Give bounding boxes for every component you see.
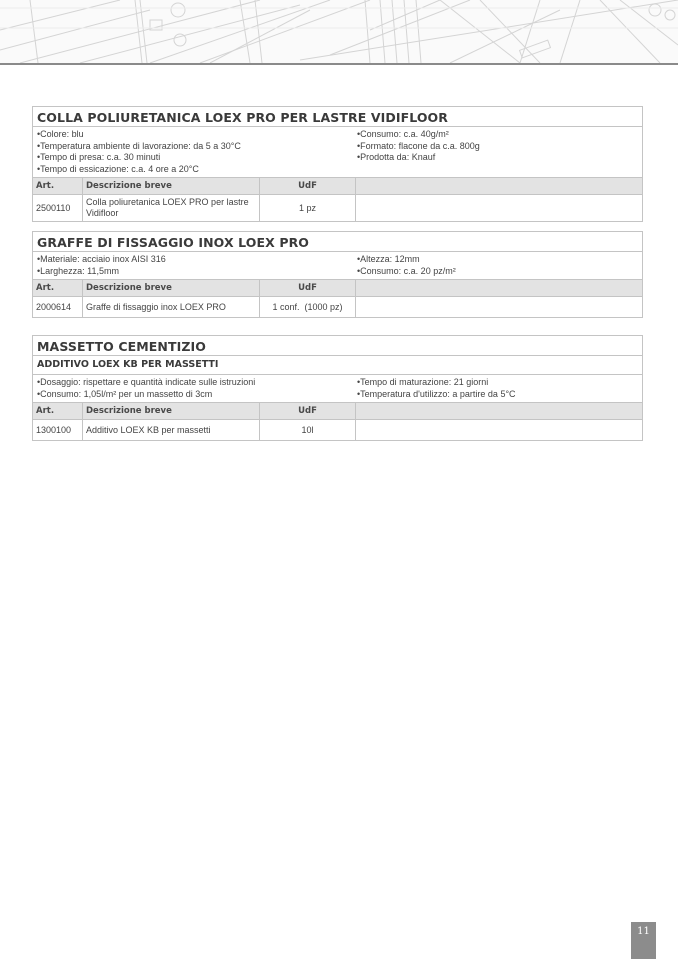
cell-udf: 10l <box>260 420 356 441</box>
spec-list <box>33 375 642 403</box>
spec-item: • Formato: flacone da c.a. 800g <box>357 141 638 153</box>
cell-description: Graffe di fissaggio inox LOEX PRO <box>83 297 260 318</box>
cell-udf: 1 conf. (1000 pz) <box>260 297 356 318</box>
col-header-description: Descrizione breve <box>83 280 260 297</box>
spec-item: • Tempo di presa: c.a. 30 minuti <box>37 152 357 164</box>
product-table <box>33 280 642 317</box>
product-section-massetto <box>32 335 643 441</box>
product-section-graffe <box>32 231 643 318</box>
spec-list <box>33 252 642 280</box>
spec-list <box>33 127 642 178</box>
spec-item: • Tempo di essicazione: c.a. 4 ore a 20°C <box>37 164 357 176</box>
col-header-udf: UdF <box>260 403 356 420</box>
col-header-art: Art. <box>33 280 83 297</box>
spec-item: • Consumo: c.a. 20 pz/m² <box>357 266 638 278</box>
col-header-description: Descrizione breve <box>83 178 260 195</box>
spec-item: • Temperatura d'utilizzo: a partire da 5°C <box>357 389 638 401</box>
product-section-colla <box>32 106 643 222</box>
spec-item: • Colore: blu <box>37 129 357 141</box>
spec-item: • Larghezza: 11,5mm <box>37 266 357 278</box>
cell-description: Colla poliuretanica LOEX PRO per lastre Vidifloor <box>83 195 260 222</box>
cell-description: Additivo LOEX KB per massetti <box>83 420 260 441</box>
cell-udf: 1 pz <box>260 195 356 222</box>
product-table <box>33 178 642 221</box>
spec-item: • Temperatura ambiente di lavorazione: da 5 a 30°C <box>37 141 357 153</box>
cell-empty <box>356 195 643 222</box>
header-divider <box>0 63 678 65</box>
spec-item: • Dosaggio: rispettare e quantità indicate sulle istruzioni <box>37 377 357 389</box>
col-header-art: Art. <box>33 178 83 195</box>
section-subtitle: ADDITIVO LOEX KB PER MASSETTI <box>33 356 642 375</box>
section-title: COLLA POLIURETANICA LOEX PRO PER LASTRE VIDIFLOOR <box>33 107 642 127</box>
spec-item: • Consumo: 1,05l/m² per un massetto di 3cm <box>37 389 357 401</box>
col-header-empty <box>356 280 643 297</box>
section-title: GRAFFE DI FISSAGGIO INOX LOEX PRO <box>33 232 642 252</box>
table-header-row <box>33 403 642 420</box>
table-row <box>33 420 642 441</box>
col-header-empty <box>356 178 643 195</box>
col-header-art: Art. <box>33 403 83 420</box>
spec-item: • Altezza: 12mm <box>357 254 638 266</box>
spec-item: • Prodotta da: Knauf <box>357 152 638 164</box>
col-header-udf: UdF <box>260 280 356 297</box>
table-header-row <box>33 280 642 297</box>
cell-empty <box>356 420 643 441</box>
page-number: 11 <box>631 922 656 959</box>
col-header-udf: UdF <box>260 178 356 195</box>
header-blueprint-image <box>0 0 678 63</box>
col-header-empty <box>356 403 643 420</box>
table-header-row <box>33 178 642 195</box>
section-title: MASSETTO CEMENTIZIO <box>33 336 642 356</box>
cell-art: 2000614 <box>33 297 83 318</box>
blueprint-drawing-icon <box>0 0 678 63</box>
table-row <box>33 195 642 222</box>
table-row <box>33 297 642 318</box>
col-header-description: Descrizione breve <box>83 403 260 420</box>
spec-item: • Consumo: c.a. 40g/m² <box>357 129 638 141</box>
product-table <box>33 403 642 440</box>
spec-item: • Tempo di maturazione: 21 giorni <box>357 377 638 389</box>
cell-art: 1300100 <box>33 420 83 441</box>
cell-empty <box>356 297 643 318</box>
spec-item: • Materiale: acciaio inox AISI 316 <box>37 254 357 266</box>
cell-art: 2500110 <box>33 195 83 222</box>
